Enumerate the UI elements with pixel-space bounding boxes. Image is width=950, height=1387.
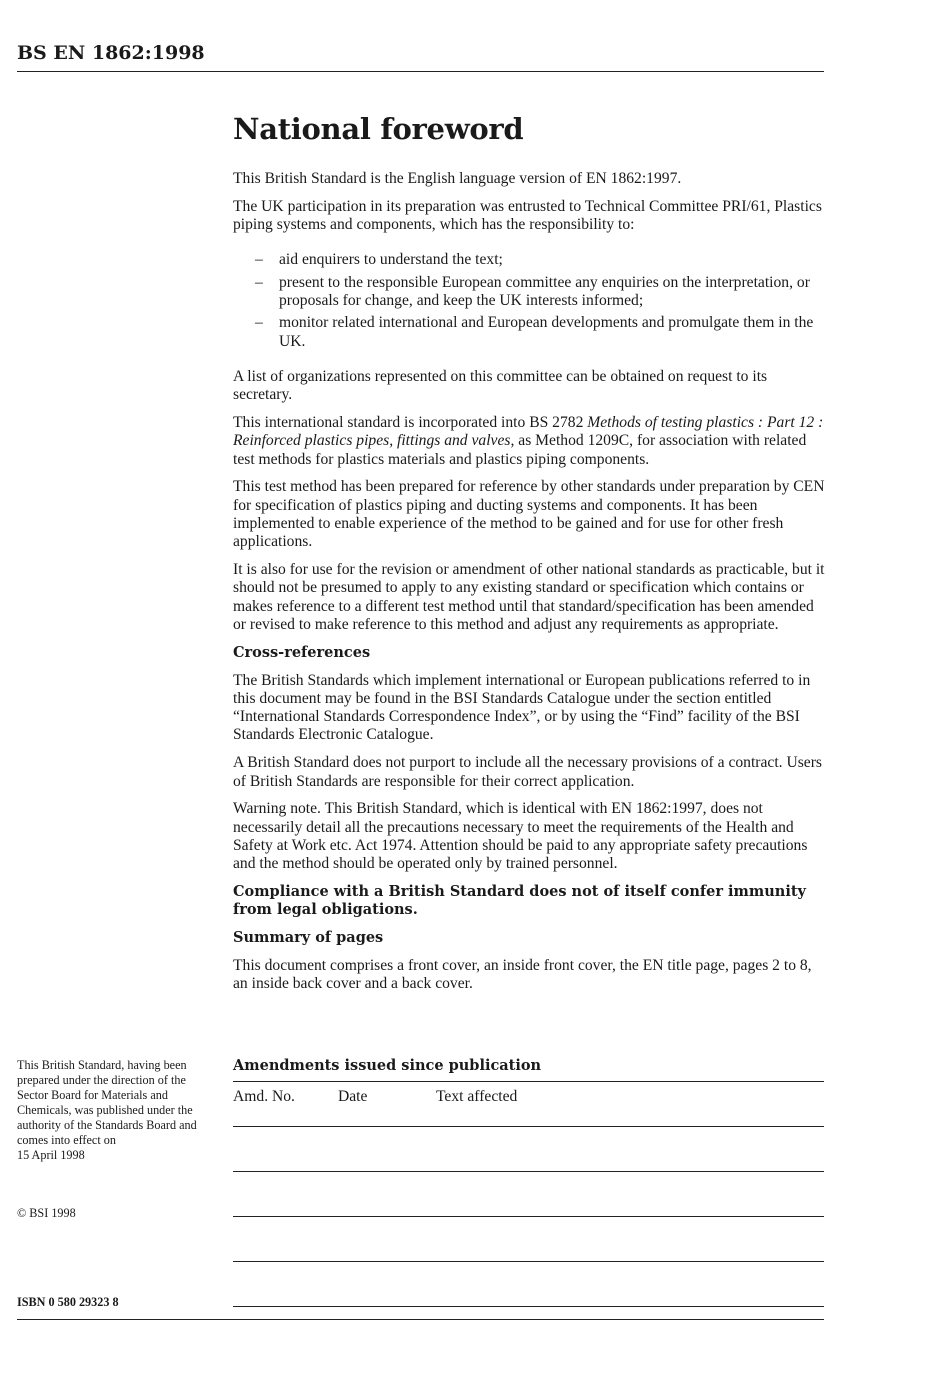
dash-bullet: – [255, 314, 263, 332]
intro-paragraph: The UK participation in its preparation was entrusted to Technical Committee PRI/61, Plastics piping systems and components, which has the responsibility to: [233, 197, 822, 234]
document-code: BS EN 1862:1998 [17, 42, 205, 64]
column-header-date: Date [338, 1088, 368, 1105]
standard-title-italic: Methods of testing plastics : Part 12 : Reinforced plastics pipes, fittings and valves, [233, 413, 824, 450]
foreword-body [233, 112, 827, 1003]
cross-references-heading: Cross-references [233, 643, 371, 661]
isbn: ISBN 0 580 29323 8 [17, 1295, 119, 1309]
table-row [233, 1172, 824, 1217]
column-header-amd-no: Amd. No. [233, 1088, 295, 1105]
list-item-text: aid enquirers to understand the text; [279, 251, 503, 269]
amendments-table [233, 1081, 824, 1307]
summary-paragraph: This document comprises a front cover, an inside front cover, the EN title page, pages 2 to 8, an inside back cover and a back cover. [233, 956, 812, 993]
summary-heading: Summary of pages [233, 929, 384, 947]
organizations-paragraph: A list of organizations represented on this committee can be obtained on request to its secretary. [233, 367, 768, 404]
body-paragraph: A British Standard does not purport to include all the necessary provisions of a contract. Users of British Standards are responsible for their correct application. [233, 754, 822, 790]
dash-bullet: – [255, 251, 263, 269]
list-item [233, 251, 827, 269]
intro-paragraph: This British Standard is the English language version of EN 1862:1997. [233, 170, 682, 187]
body-paragraph: The British Standards which implement international or European publications referred to in this document may be found in the BSI Standards Catalogue under the section entitled “International Standards Correspondence Index”, or by using the “Find” facility of the BSI Standards Electronic Catalogue. [233, 671, 811, 744]
amendments-heading: Amendments issued since publication [233, 1057, 542, 1074]
publication-note [17, 1058, 217, 1163]
effective-date: 15 April 1998 [17, 1148, 85, 1162]
list-item [233, 314, 827, 351]
list-item-text: monitor related international and European developments and promulgate them in the UK. [279, 314, 814, 350]
footer-divider [17, 1319, 824, 1320]
header-divider [17, 71, 824, 72]
table-row [233, 1262, 824, 1307]
compliance-note: Compliance with a British Standard does not of itself confer immunity from legal obligations. [233, 883, 806, 919]
incorporation-text: This international standard is incorporated into BS 2782 [233, 413, 588, 431]
table-row [233, 1217, 824, 1262]
list-item-text: present to the responsible European committee any enquiries on the interpretation, or proposals for change, and keep the UK interests informed; [279, 273, 810, 309]
copyright: © BSI 1998 [17, 1206, 76, 1220]
warning-paragraph: Warning note. This British Standard, which is identical with EN 1862:1997, does not necessarily detail all the precautions necessary to meet the requirements of the Health and Safety at Work etc. Act 1974. Attention should be paid to any appropriate safety precautions and the method should be operated only by trained personnel. [233, 800, 808, 873]
responsibility-list [233, 251, 827, 350]
incorporation-text: as Method 1209C, for association with related test methods for plastics materials and plastics piping components. [233, 432, 807, 468]
table-row [233, 1127, 824, 1172]
page-title: National foreword [233, 112, 524, 146]
publication-note-text: This British Standard, having been prepared under the direction of the Sector Board for Materials and Chemicals, was published under the authority of the Standards Board and comes into effect on [17, 1058, 197, 1147]
incorporation-paragraph [233, 414, 827, 469]
dash-bullet: – [255, 273, 263, 291]
body-paragraph: This test method has been prepared for reference by other standards under preparation by CEN for specification of plastics piping and ducting systems and components. It has been implemented to enable experience of the method to be gained and for use for other fresh applications. [233, 478, 825, 551]
body-paragraph: It is also for use for the revision or amendment of other national standards as practicable, but it should not be presumed to apply to any existing standard or specification which contains or makes reference to a different test method until that standard/specification has been amended or revised to make reference to this method and adjust any requirements as appropriate. [233, 561, 825, 633]
column-header-text-affected: Text affected [436, 1088, 518, 1105]
amendments-header-row [233, 1081, 824, 1127]
list-item [233, 274, 827, 311]
